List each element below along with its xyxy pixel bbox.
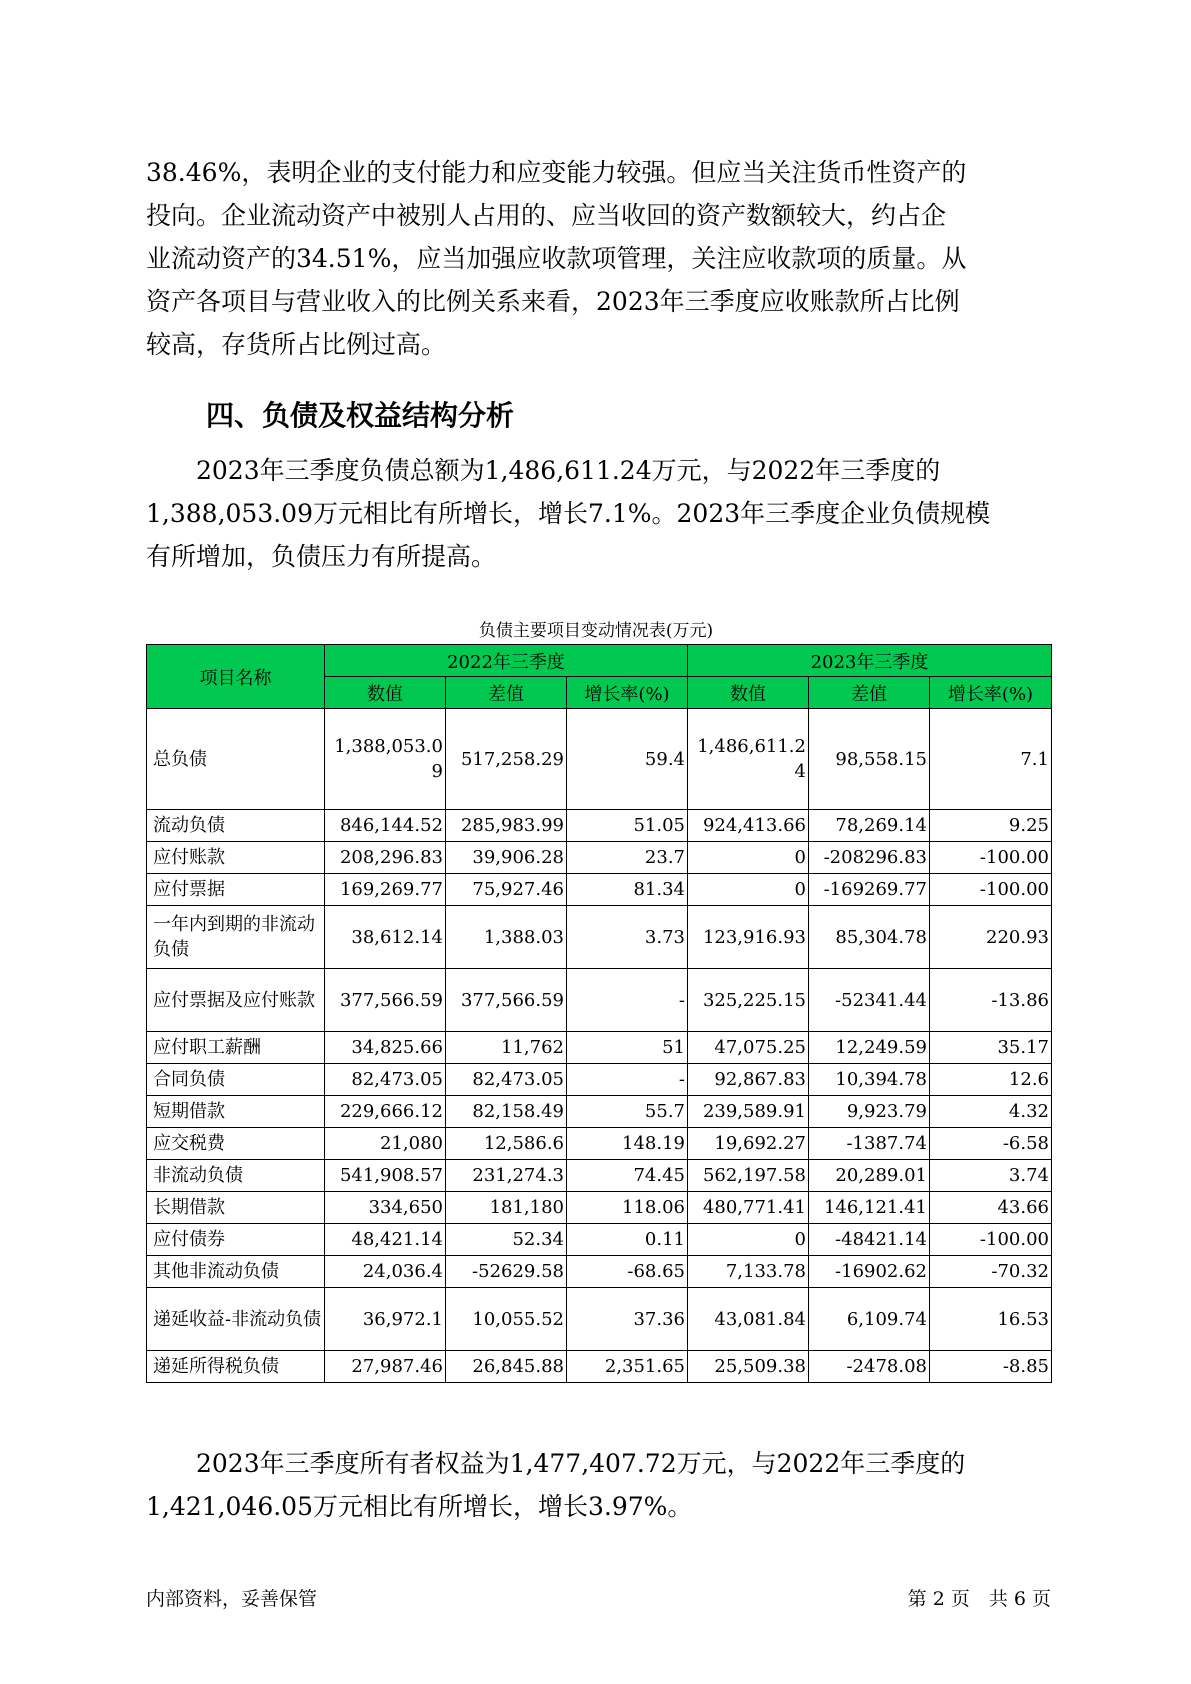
- cell-r22: 23.7: [567, 842, 688, 874]
- cell-r23: 3.74: [930, 1160, 1052, 1192]
- cell-r23: 16.53: [930, 1288, 1052, 1351]
- cell-r22: -: [567, 969, 688, 1032]
- cell-r23: -100.00: [930, 874, 1052, 906]
- cell-r23: 35.17: [930, 1032, 1052, 1064]
- row-item-name: 其他非流动负债: [147, 1256, 325, 1288]
- table-row: [147, 1224, 1052, 1256]
- cell-r22: 118.06: [567, 1192, 688, 1224]
- cell-v22: 169,269.77: [325, 874, 446, 906]
- cell-r23: -100.00: [930, 842, 1052, 874]
- row-item-name: 合同负债: [147, 1064, 325, 1096]
- cell-r23: 7.1: [930, 709, 1052, 810]
- cell-r22: -68.65: [567, 1256, 688, 1288]
- cell-v22: 27,987.46: [325, 1351, 446, 1383]
- cell-v23: 325,225.15: [688, 969, 809, 1032]
- cell-d22: 285,983.99: [446, 810, 567, 842]
- paragraph-2: [146, 449, 1046, 578]
- table-row: [147, 1288, 1052, 1351]
- row-item-name: 应付职工薪酬: [147, 1032, 325, 1064]
- table-row: [147, 874, 1052, 906]
- cell-v22: 82,473.05: [325, 1064, 446, 1096]
- cell-v23: 123,916.93: [688, 906, 809, 969]
- cell-r22: 51: [567, 1032, 688, 1064]
- cell-v22: 377,566.59: [325, 969, 446, 1032]
- row-item-name: 长期借款: [147, 1192, 325, 1224]
- cell-r22: 55.7: [567, 1096, 688, 1128]
- cell-d23: -16902.62: [809, 1256, 930, 1288]
- table-row: [147, 1256, 1052, 1288]
- paragraph-3: [146, 1442, 1046, 1528]
- header-value-2022: 数值: [325, 677, 446, 709]
- cell-d22: 52.34: [446, 1224, 567, 1256]
- cell-v23: 92,867.83: [688, 1064, 809, 1096]
- cell-v23: 0: [688, 874, 809, 906]
- cell-r23: 9.25: [930, 810, 1052, 842]
- cell-d22: 231,274.3: [446, 1160, 567, 1192]
- cell-d22: 181,180: [446, 1192, 567, 1224]
- cell-d23: 10,394.78: [809, 1064, 930, 1096]
- cell-r23: -13.86: [930, 969, 1052, 1032]
- cell-d23: 12,249.59: [809, 1032, 930, 1064]
- cell-d22: 75,927.46: [446, 874, 567, 906]
- table-row: [147, 1192, 1052, 1224]
- text-line: 资产各项目与营业收入的比例关系来看，2023年三季度应收账款所占比例: [146, 287, 960, 316]
- text-line: 2023年三季度负债总额为1,486,611.24万元，与2022年三季度的: [146, 456, 941, 485]
- row-item-name: 一年内到期的非流动负债: [147, 906, 325, 969]
- cell-d22: 12,586.6: [446, 1128, 567, 1160]
- table-caption: 负债主要项目变动情况表(万元): [478, 621, 714, 641]
- cell-v22: 334,650: [325, 1192, 446, 1224]
- row-item-name: 递延所得税负债: [147, 1351, 325, 1383]
- section-heading: 四、负债及权益结构分析: [206, 399, 515, 432]
- cell-d22: 1,388.03: [446, 906, 567, 969]
- row-item-name: 递延收益-非流动负债: [147, 1288, 325, 1351]
- cell-r23: 220.93: [930, 906, 1052, 969]
- cell-v23: 19,692.27: [688, 1128, 809, 1160]
- cell-d23: 98,558.15: [809, 709, 930, 810]
- cell-v23: 0: [688, 842, 809, 874]
- cell-v23: 25,509.38: [688, 1351, 809, 1383]
- cell-d22: 10,055.52: [446, 1288, 567, 1351]
- cell-r23: 4.32: [930, 1096, 1052, 1128]
- cell-v23: 239,589.91: [688, 1096, 809, 1128]
- page-number: 第 2 页 共 6 页: [907, 1588, 1051, 1610]
- header-rate-2023: 增长率(%): [930, 677, 1052, 709]
- cell-r23: 43.66: [930, 1192, 1052, 1224]
- cell-v22: 229,666.12: [325, 1096, 446, 1128]
- table-row: [147, 969, 1052, 1032]
- cell-d23: -1387.74: [809, 1128, 930, 1160]
- cell-r23: -6.58: [930, 1128, 1052, 1160]
- cell-v22: 21,080: [325, 1128, 446, 1160]
- cell-v22: 846,144.52: [325, 810, 446, 842]
- cell-v23: 562,197.58: [688, 1160, 809, 1192]
- cell-r22: 81.34: [567, 874, 688, 906]
- cell-v22: 1,388,053.09: [325, 709, 446, 810]
- cell-r22: 74.45: [567, 1160, 688, 1192]
- row-item-name: 总负债: [147, 709, 325, 810]
- table-row: [147, 906, 1052, 969]
- header-diff-2023: 差值: [809, 677, 930, 709]
- cell-v22: 48,421.14: [325, 1224, 446, 1256]
- table-row: [147, 1128, 1052, 1160]
- row-item-name: 应付债券: [147, 1224, 325, 1256]
- cell-v22: 38,612.14: [325, 906, 446, 969]
- cell-v23: 1,486,611.24: [688, 709, 809, 810]
- liabilities-table: [146, 644, 1052, 1383]
- cell-d23: -2478.08: [809, 1351, 930, 1383]
- row-item-name: 应付账款: [147, 842, 325, 874]
- cell-d23: 146,121.41: [809, 1192, 930, 1224]
- table-row: [147, 1064, 1052, 1096]
- header-diff-2022: 差值: [446, 677, 567, 709]
- cell-r22: 37.36: [567, 1288, 688, 1351]
- cell-v23: 0: [688, 1224, 809, 1256]
- cell-d23: 6,109.74: [809, 1288, 930, 1351]
- text-line: 投向。企业流动资产中被别人占用的、应当收回的资产数额较大，约占企: [146, 201, 947, 230]
- cell-r23: -100.00: [930, 1224, 1052, 1256]
- cell-v22: 208,296.83: [325, 842, 446, 874]
- cell-d23: -169269.77: [809, 874, 930, 906]
- row-item-name: 流动负债: [147, 810, 325, 842]
- text-line: 1,421,046.05万元相比有所增长，增长3.97%。: [146, 1492, 693, 1521]
- cell-v23: 47,075.25: [688, 1032, 809, 1064]
- cell-r23: -70.32: [930, 1256, 1052, 1288]
- header-group-2023: 2023年三季度: [688, 645, 1052, 677]
- table-row: [147, 842, 1052, 874]
- cell-d23: 85,304.78: [809, 906, 930, 969]
- cell-r22: 51.05: [567, 810, 688, 842]
- row-item-name: 应交税费: [147, 1128, 325, 1160]
- cell-d22: 82,473.05: [446, 1064, 567, 1096]
- cell-v23: 43,081.84: [688, 1288, 809, 1351]
- header-rate-2022: 增长率(%): [567, 677, 688, 709]
- table-row: [147, 1032, 1052, 1064]
- cell-v22: 24,036.4: [325, 1256, 446, 1288]
- cell-d23: -208296.83: [809, 842, 930, 874]
- table-row: [147, 1096, 1052, 1128]
- cell-r22: 0.11: [567, 1224, 688, 1256]
- cell-v22: 34,825.66: [325, 1032, 446, 1064]
- table-row: [147, 709, 1052, 810]
- cell-r22: -: [567, 1064, 688, 1096]
- paragraph-1: [146, 151, 1046, 366]
- text-line: 2023年三季度所有者权益为1,477,407.72万元，与2022年三季度的: [146, 1449, 966, 1478]
- cell-d23: 20,289.01: [809, 1160, 930, 1192]
- cell-r22: 148.19: [567, 1128, 688, 1160]
- header-item-name: 项目名称: [147, 645, 325, 709]
- cell-d23: -52341.44: [809, 969, 930, 1032]
- cell-r22: 2,351.65: [567, 1351, 688, 1383]
- header-group-2022: 2022年三季度: [325, 645, 688, 677]
- cell-v22: 541,908.57: [325, 1160, 446, 1192]
- cell-v23: 7,133.78: [688, 1256, 809, 1288]
- cell-r22: 59.4: [567, 709, 688, 810]
- text-line: 较高，存货所占比例过高。: [146, 330, 447, 359]
- table-body: [147, 709, 1052, 1383]
- cell-d23: 9,923.79: [809, 1096, 930, 1128]
- cell-d22: 377,566.59: [446, 969, 567, 1032]
- cell-d22: 517,258.29: [446, 709, 567, 810]
- text-line: 1,388,053.09万元相比有所增长，增长7.1%。2023年三季度企业负债规模: [146, 499, 991, 528]
- table-row: [147, 1160, 1052, 1192]
- header-value-2023: 数值: [688, 677, 809, 709]
- cell-v23: 924,413.66: [688, 810, 809, 842]
- footer-note: 内部资料，妥善保管: [146, 1588, 318, 1610]
- cell-r22: 3.73: [567, 906, 688, 969]
- table-row: [147, 1351, 1052, 1383]
- cell-d23: -48421.14: [809, 1224, 930, 1256]
- cell-v22: 36,972.1: [325, 1288, 446, 1351]
- row-item-name: 应付票据: [147, 874, 325, 906]
- cell-d22: 26,845.88: [446, 1351, 567, 1383]
- row-item-name: 非流动负债: [147, 1160, 325, 1192]
- cell-d22: 82,158.49: [446, 1096, 567, 1128]
- row-item-name: 应付票据及应付账款: [147, 969, 325, 1032]
- cell-d23: 78,269.14: [809, 810, 930, 842]
- cell-r23: 12.6: [930, 1064, 1052, 1096]
- cell-d22: 39,906.28: [446, 842, 567, 874]
- cell-r23: -8.85: [930, 1351, 1052, 1383]
- cell-v23: 480,771.41: [688, 1192, 809, 1224]
- table-row: [147, 810, 1052, 842]
- text-line: 业流动资产的34.51%，应当加强应收款项管理，关注应收款项的质量。从: [146, 244, 967, 273]
- text-line: 有所增加，负债压力有所提高。: [146, 542, 497, 571]
- cell-d22: 11,762: [446, 1032, 567, 1064]
- text-line: 38.46%，表明企业的支付能力和应变能力较强。但应当关注货币性资产的: [146, 158, 967, 187]
- row-item-name: 短期借款: [147, 1096, 325, 1128]
- cell-d22: -52629.58: [446, 1256, 567, 1288]
